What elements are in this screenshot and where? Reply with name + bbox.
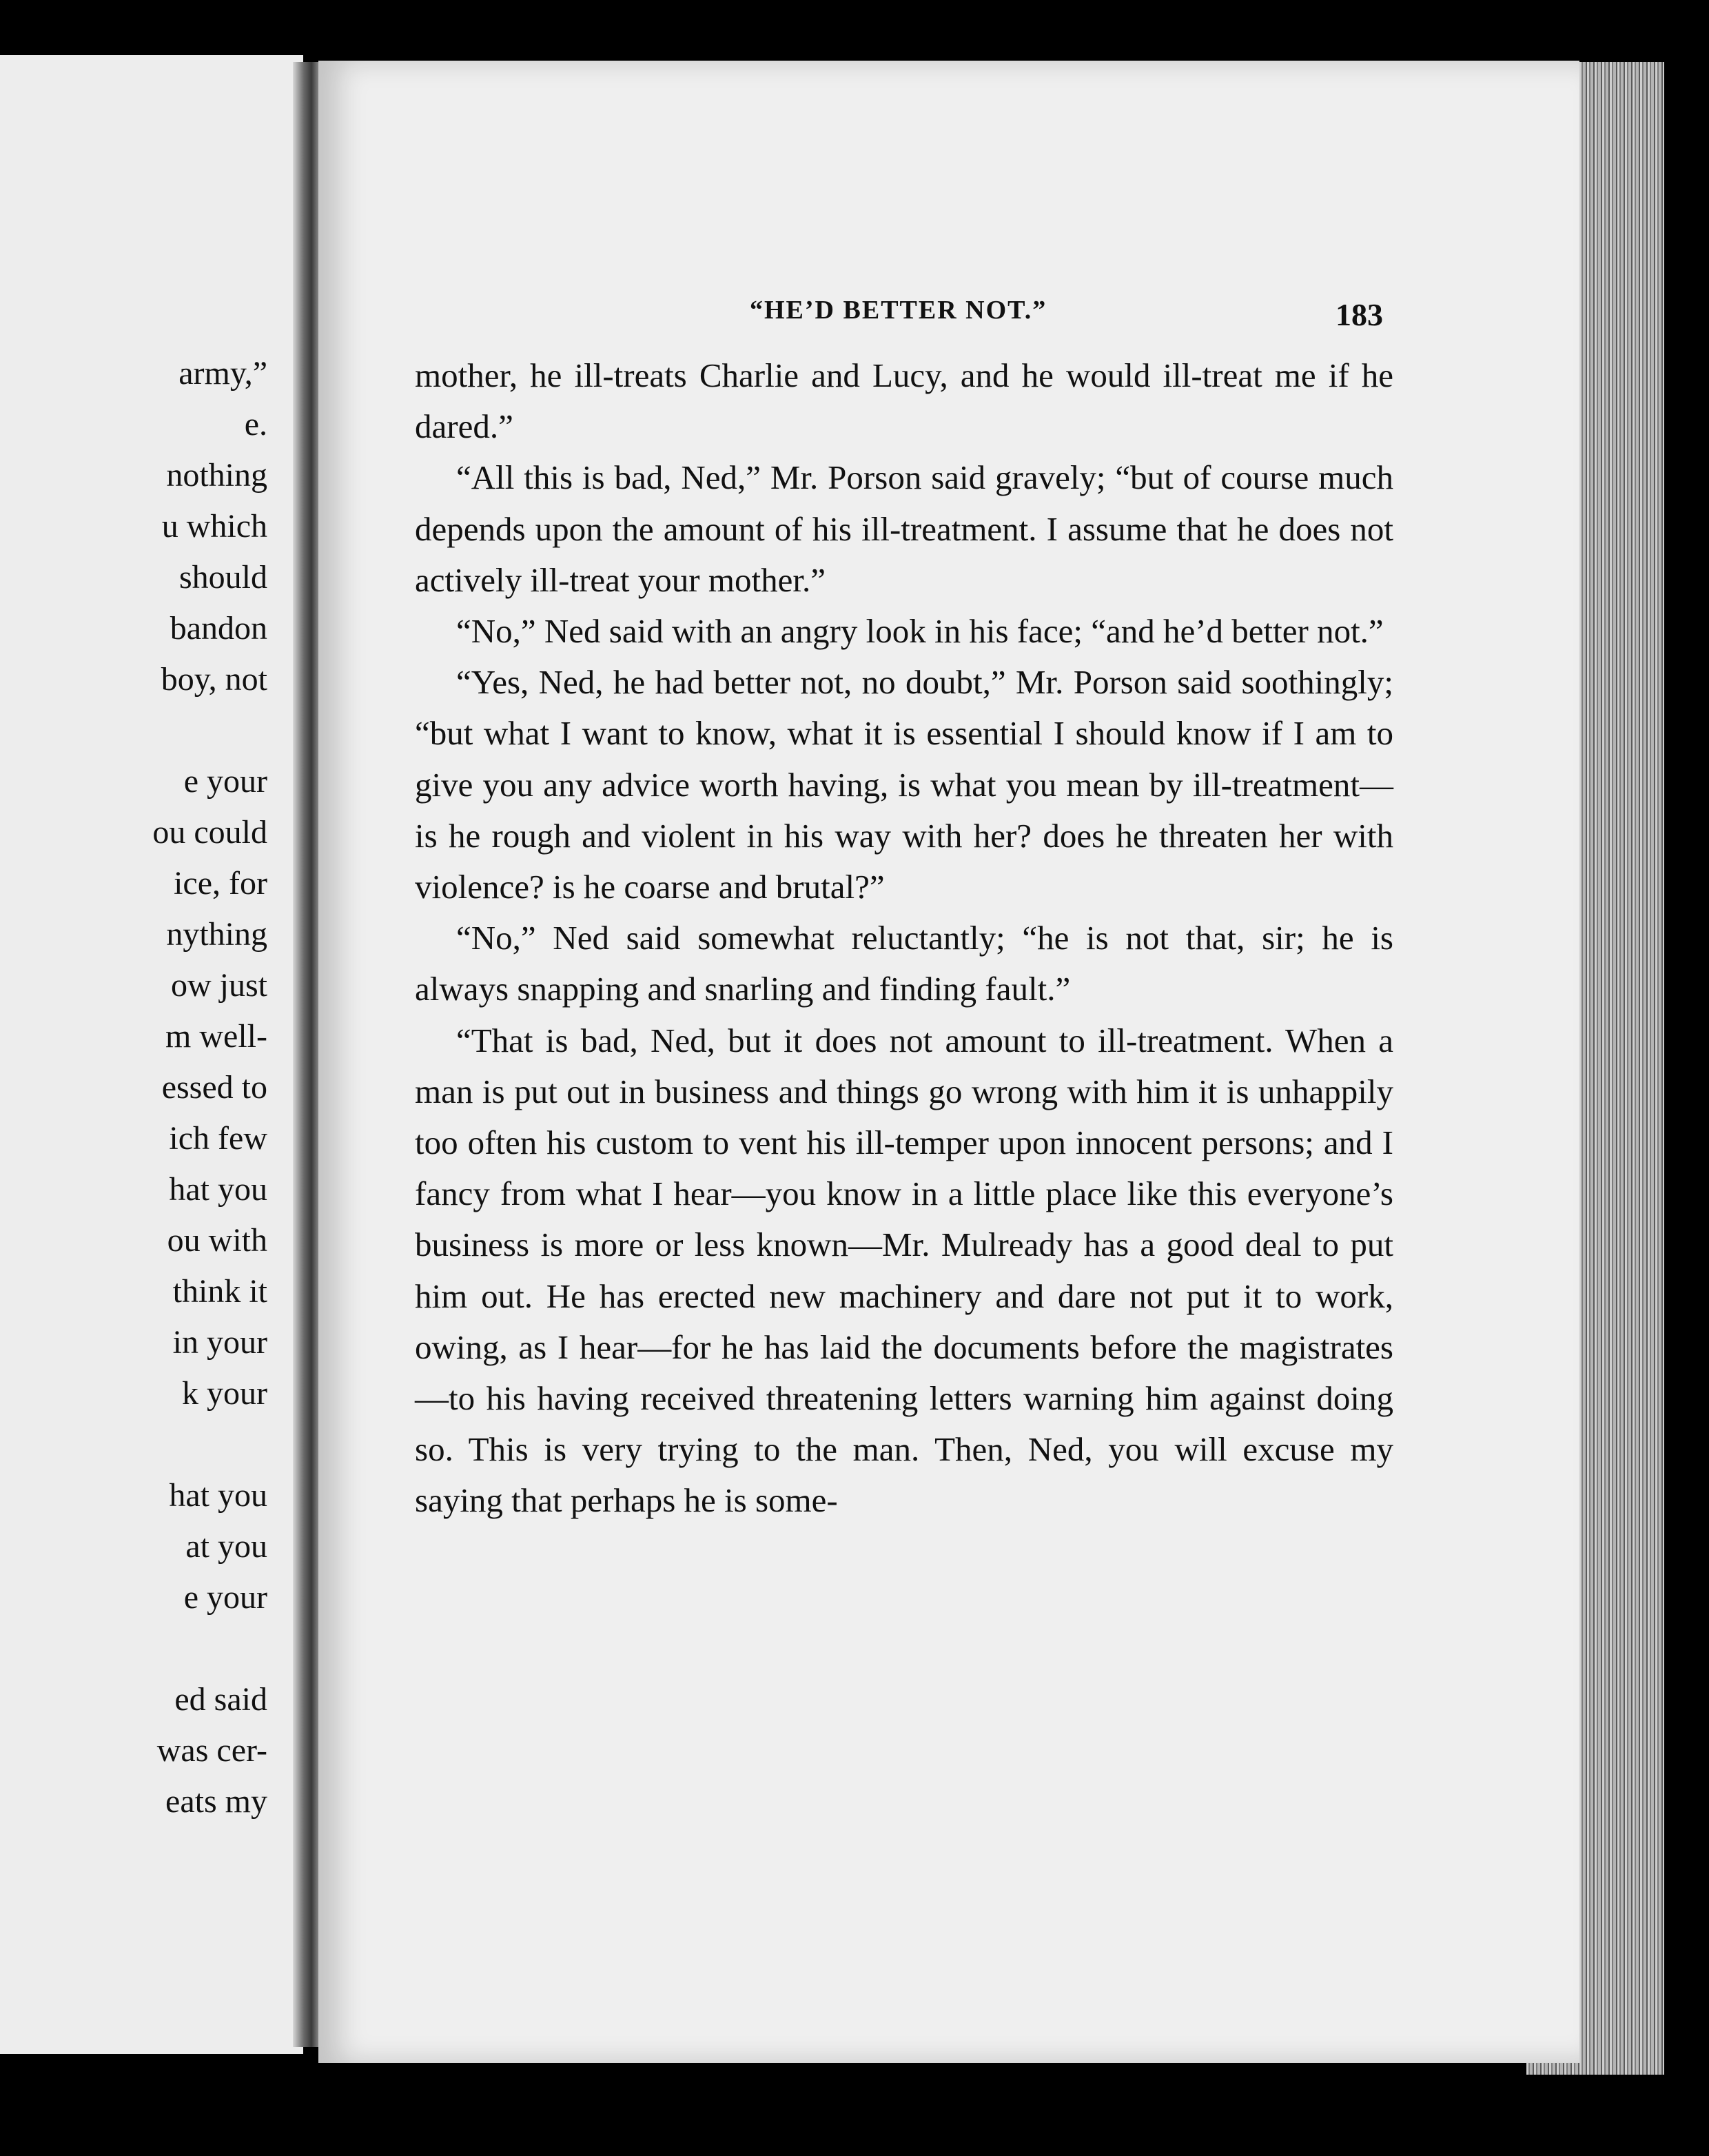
facing-page-fragment: ow just (170, 967, 267, 1004)
facing-page-fragment: u which (161, 508, 267, 545)
paragraph: “That is bad, Ned, but it does not amount to ill-treatment. When a man is put out in business and things go wrong with him it is unhappily too often his custom to vent his ill-temper upon innocent persons; and I fancy from what I hear—you know in a little place like this everyone’s business is more or less known—Mr. Mulready has a good deal to put him out. He has erected new machinery and dare not put it to work, owing, as I hear—for he has laid the documents before the magistrates—to his having received threatening letters warning him against doing so. This is very trying to the man. Then, Ned, you will excuse my saying that perhaps he is some- (415, 1021, 1393, 1520)
facing-page-fragment: boy, not (161, 661, 267, 698)
paragraph: “No,” Ned said with an angry look in his face; “and he’d better not.” (456, 612, 1384, 651)
facing-page-fragment: hat you (169, 1171, 267, 1208)
paragraph: “No,” Ned said somewhat reluctantly; “he is not that, sir; he is always snapping and snarling and finding fault.” (415, 919, 1393, 1008)
facing-page-fragment: e. (244, 406, 267, 443)
facing-page-fragment: in your (172, 1324, 267, 1361)
facing-page-fragment: nothing (166, 457, 267, 494)
facing-page-fragment: e your (183, 1579, 267, 1616)
facing-page-fragment: ice, for (174, 865, 267, 902)
facing-page (0, 55, 303, 2054)
paragraph: mother, he ill-treats Charlie and Lucy, and he would ill-treat me if he dared.” (415, 356, 1393, 446)
facing-page-fragment: k your (182, 1375, 267, 1412)
running-head: “HE’D BETTER NOT.” (750, 296, 1047, 325)
facing-page-fragment: m well- (165, 1018, 267, 1055)
facing-page-fragment: ed said (174, 1681, 267, 1718)
paragraph: “Yes, Ned, he had better not, no doubt,” Mr. Porson said soothingly; “but what I want to know, what it is essential I should know if I am to give you any advice worth having, is what you mean by ill-treatment—is he rough and violent in his way with her? does he threaten her with violence? is he coarse and brutal?” (415, 663, 1393, 906)
facing-page-fragment: ich few (169, 1120, 267, 1157)
page-number: 183 (1336, 297, 1383, 332)
facing-page-fragment: hat you (169, 1477, 267, 1514)
facing-page-fragment: at you (185, 1528, 267, 1565)
facing-page-fragment: e your (183, 763, 267, 800)
facing-page-fragment: should (178, 559, 267, 596)
facing-page-fragment: army,” (178, 355, 267, 391)
facing-page-fragment: ou could (152, 814, 267, 851)
facing-page-fragment: essed to (161, 1069, 267, 1106)
facing-page-fragment: bandon (170, 610, 267, 647)
paragraph: “All this is bad, Ned,” Mr. Porson said gravely; “but of course much depends upon the amount of his ill-treatment. I assume that he does not actively ill-treat your mother.” (415, 458, 1393, 599)
facing-page-fragment: eats my (165, 1783, 267, 1820)
facing-page-fragment: was cer- (156, 1732, 267, 1769)
facing-page-fragment: ou with (167, 1222, 267, 1259)
facing-page-fragment: nything (166, 916, 267, 953)
body-text (415, 350, 1393, 1527)
facing-page-fragment: think it (172, 1273, 267, 1310)
